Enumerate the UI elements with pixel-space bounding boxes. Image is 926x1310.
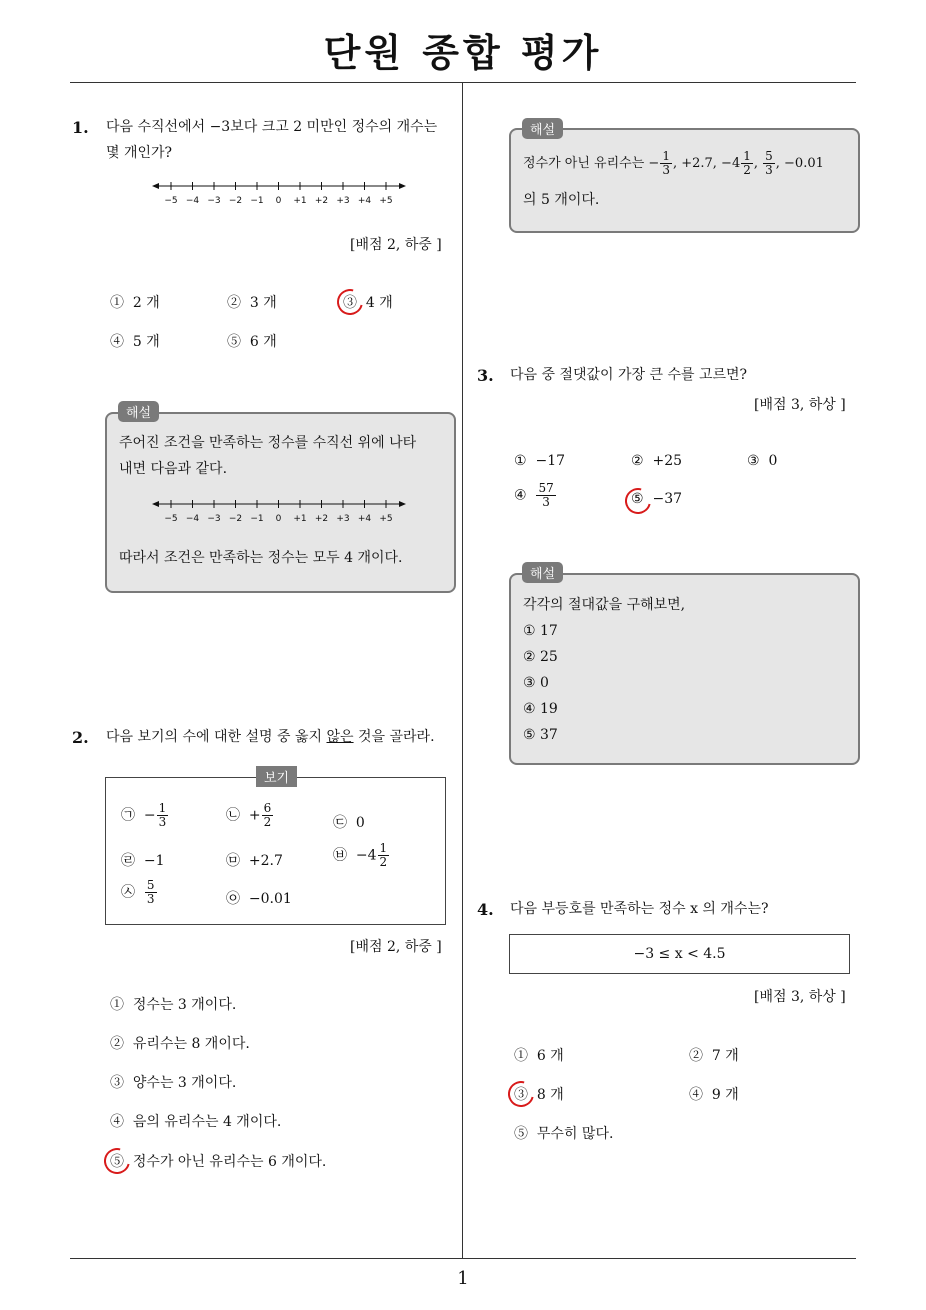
number-line-label: −3 [207, 514, 221, 524]
number-line-label: −2 [228, 514, 243, 524]
choice-label: 유리수는 8 개이다. [132, 1036, 250, 1052]
number-line-label: −5 [164, 196, 178, 206]
explanation-fraction: $\frac{1}{3}$ [662, 149, 670, 177]
number-line-label: −1 [250, 514, 264, 524]
number-line-label: 0 [275, 514, 282, 524]
explanation-tag-q1: 해설 [118, 401, 159, 422]
choice-number: ⑤ [110, 1154, 124, 1170]
item-value: −1 [143, 853, 165, 869]
q1-choice-4[interactable] [110, 331, 160, 351]
explanation-line: 내면 다음과 같다. [119, 461, 228, 477]
number-line-label: +1 [293, 514, 307, 524]
choice-label: 7 개 [711, 1048, 739, 1064]
choice-label: 양수는 3 개이다. [132, 1075, 237, 1091]
explanation-q1-text [119, 430, 449, 482]
q4-choice-2[interactable] [689, 1045, 739, 1065]
q2-choice-1[interactable] [110, 994, 236, 1014]
choice-fraction: $\frac{57}{3}$ [538, 481, 554, 509]
number-line-label: +3 [336, 514, 350, 524]
explanation-box-q2 [509, 128, 860, 233]
item-value: 0 [355, 815, 365, 831]
item-symbol: ㉢ [333, 815, 347, 831]
number-line-label: +5 [379, 514, 393, 524]
q1-choice-5[interactable] [227, 331, 277, 351]
explanation-text: , [753, 156, 763, 171]
question-2-meta: [배점 2, 하중 ] [350, 939, 442, 955]
choice-label: 5 개 [132, 334, 160, 350]
choice-number: ⑤ [514, 1126, 528, 1142]
q3-choice-4[interactable] [514, 482, 557, 509]
q2-choice-5[interactable] [110, 1151, 326, 1171]
choice-label: 정수는 3 개이다. [132, 997, 237, 1013]
item-sign: + [248, 807, 261, 824]
question-2-text [106, 724, 466, 750]
choice-number: ② [689, 1048, 703, 1064]
q4-choice-1[interactable] [514, 1045, 564, 1065]
explanation-line: ⑤ 37 [523, 727, 558, 743]
q1-choice-2[interactable] [227, 292, 277, 312]
number-line-label: −4 [185, 196, 200, 206]
choice-label: 무수히 많다. [536, 1126, 614, 1142]
item-fraction: $\frac{1}{2}$ [379, 841, 388, 869]
example-item-7 [121, 879, 158, 906]
explanation-line: 주어진 조건을 만족하는 정수를 수직선 위에 나타 [119, 435, 417, 451]
choice-number: ③ [343, 295, 357, 311]
choice-number: ② [631, 453, 644, 469]
question-3-number: 3. [477, 366, 494, 385]
example-item-6 [333, 842, 390, 869]
question-2-text-emphasis: 않은 [326, 729, 354, 745]
choice-number: ② [110, 1036, 124, 1052]
choice-label: 0 [768, 453, 778, 469]
choice-label: 3 개 [249, 295, 277, 311]
answer-mark-q4 [503, 1076, 539, 1112]
number-line-label: −2 [228, 196, 243, 206]
explanation-line: ② 25 [523, 649, 558, 665]
choice-label: 8 개 [536, 1087, 564, 1103]
choice-label: 6 개 [249, 334, 277, 350]
q3-choice-2[interactable] [631, 453, 682, 469]
column-divider [462, 83, 463, 1258]
choice-label: 정수가 아닌 유리수는 6 개이다. [132, 1154, 327, 1170]
answer-mark-q1 [332, 284, 368, 320]
choice-number: ④ [110, 334, 124, 350]
q2-choice-2[interactable] [110, 1033, 250, 1053]
example-item-8 [226, 888, 292, 908]
item-fraction: $\frac{5}{3}$ [146, 878, 155, 906]
q2-choice-4[interactable] [110, 1111, 281, 1131]
question-1-text-line2: 몇 개인가? [106, 145, 173, 161]
explanation-line: ④ 19 [523, 701, 558, 717]
q4-choice-4[interactable] [689, 1084, 739, 1104]
q1-choice-1[interactable] [110, 292, 160, 312]
question-2-text-start: 다음 보기의 수에 대한 설명 중 옳지 [106, 729, 327, 745]
question-1-number: 1. [72, 118, 89, 137]
number-line-label: +5 [379, 196, 393, 206]
number-line-label: −4 [185, 514, 200, 524]
item-symbol: ㉡ [226, 807, 240, 824]
number-line-label: +4 [357, 514, 372, 524]
explanation-q2-line1 [523, 150, 853, 177]
item-sign: − [143, 807, 156, 824]
explanation-q2-line2: 의 5 개이다. [523, 192, 600, 208]
explanation-line: ① 17 [523, 623, 558, 639]
choice-label: +25 [652, 453, 683, 469]
example-item-2 [226, 802, 274, 829]
question-3-meta: [배점 3, 하상 ] [754, 397, 846, 413]
question-4-number: 4. [477, 900, 494, 919]
number-line-label: +1 [293, 196, 307, 206]
top-divider [70, 82, 856, 83]
answer-mark-q2 [99, 1143, 135, 1179]
item-fraction: $\frac{1}{3}$ [158, 801, 167, 829]
question-1-meta: [배점 2, 하중 ] [350, 237, 442, 253]
choice-label: 6 개 [536, 1048, 564, 1064]
explanation-fraction: $\frac{5}{3}$ [765, 149, 773, 177]
explanation-line: ③ 0 [523, 675, 549, 691]
explanation-fraction: $\frac{1}{2}$ [743, 149, 751, 177]
choice-number: ④ [514, 487, 527, 504]
number-line-label: −5 [164, 514, 178, 524]
item-fraction: $\frac{6}{2}$ [263, 801, 272, 829]
explanation-q1-conclusion: 따라서 조건은 만족하는 정수는 모두 4 개이다. [119, 550, 403, 566]
choice-number: ① [110, 997, 124, 1013]
item-symbol: ㉣ [121, 853, 135, 869]
choice-number: ① [514, 453, 527, 469]
number-line-explanation [150, 494, 410, 528]
number-line-label: +2 [314, 196, 329, 206]
number-line-label: +2 [314, 514, 329, 524]
choice-number: ⑤ [227, 334, 241, 350]
item-symbol: ㉥ [333, 847, 347, 864]
example-item-4 [121, 850, 165, 870]
number-line-label: −1 [250, 196, 264, 206]
explanation-text: , −0.01 [775, 156, 824, 171]
choice-label: −17 [535, 453, 566, 469]
number-line-label: +4 [357, 196, 372, 206]
choice-number: ③ [110, 1075, 124, 1091]
question-4-text: 다음 부등호를 만족하는 정수 x 의 개수는? [510, 901, 769, 917]
example-item-5 [226, 850, 283, 870]
choice-label: −37 [652, 491, 683, 507]
bottom-divider [70, 1258, 856, 1259]
number-line-label: 0 [275, 196, 282, 206]
explanation-tag-q3: 해설 [522, 562, 563, 583]
item-symbol: ㉧ [226, 891, 240, 907]
number-line-q1 [150, 176, 410, 210]
choice-number: ① [110, 295, 124, 311]
choice-number: ③ [747, 453, 760, 469]
choice-label: 2 개 [132, 295, 160, 311]
choice-number: ⑤ [631, 491, 644, 507]
choice-label: 9 개 [711, 1087, 739, 1103]
page-number: 1 [457, 1268, 469, 1289]
choice-label: 음의 유리수는 4 개이다. [132, 1114, 282, 1130]
item-symbol: ㉦ [121, 884, 135, 901]
explanation-text: , +2.7, −4 [672, 156, 741, 171]
choice-number: ③ [514, 1087, 528, 1103]
item-symbol: ㉤ [226, 853, 240, 869]
choice-label: 4 개 [365, 295, 393, 311]
number-line-label: −3 [207, 196, 221, 206]
number-line-label: +3 [336, 196, 350, 206]
choice-number: ② [227, 295, 241, 311]
question-3-text: 다음 중 절댓값이 가장 큰 수를 고르면? [510, 367, 748, 383]
explanation-tag-q2: 해설 [522, 118, 563, 139]
answer-mark-q3 [620, 483, 656, 519]
choice-number: ① [514, 1048, 528, 1064]
question-1-text [106, 114, 458, 166]
q3-choice-1[interactable] [514, 453, 565, 469]
page-title: 단원 종합 평가 [323, 31, 603, 75]
q3-choice-3[interactable] [747, 453, 777, 469]
q4-choice-5[interactable] [514, 1123, 613, 1143]
item-symbol: ㉠ [121, 807, 135, 824]
example-item-1 [121, 802, 169, 829]
item-value: +2.7 [248, 853, 283, 869]
example-item-3 [333, 812, 365, 832]
explanation-text: 정수가 아닌 유리수는 − [523, 156, 660, 171]
q2-choice-3[interactable] [110, 1072, 236, 1092]
inequality-box: −3 ≤ x < 4.5 [509, 934, 850, 974]
explanation-line: 각각의 절대값을 구해보면, [523, 597, 686, 613]
question-2-text-end: 것을 골라라. [353, 729, 435, 745]
question-1-text-line1: 다음 수직선에서 −3보다 크고 2 미만인 정수의 개수는 [106, 119, 438, 135]
question-4-meta: [배점 3, 하상 ] [754, 989, 846, 1005]
example-box-tag: 보기 [256, 766, 297, 787]
item-sign: −4 [355, 847, 377, 864]
choice-number: ④ [689, 1087, 703, 1103]
question-2-number: 2. [72, 728, 89, 747]
explanation-q3-text [523, 592, 843, 748]
choice-number: ④ [110, 1114, 124, 1130]
item-value: −0.01 [248, 891, 292, 907]
